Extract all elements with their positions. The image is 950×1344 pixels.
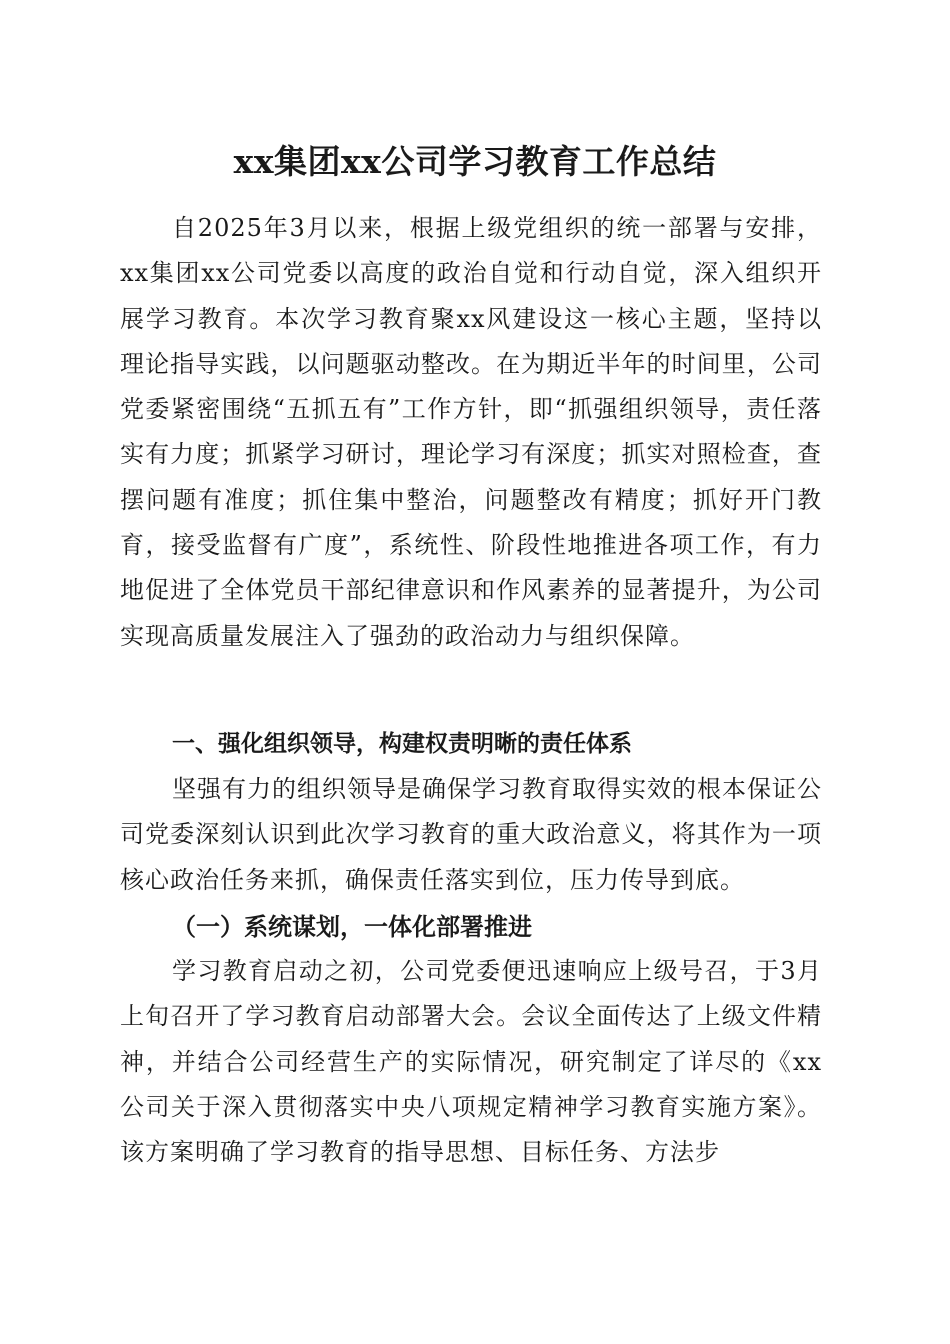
section-1-heading: 一、强化组织领导，构建权责明晰的责任体系 — [172, 731, 632, 757]
intro-paragraph: 自2025年3月以来，根据上级党组织的统一部署与安排，xx集团xx公司党委以高度的政治自觉和行动自觉，深入组织开展学习教育。本次学习教育聚xx风建设这一核心主题，坚持以理论指导实践，以问题驱动整改。在为期近半年的时间里，公司党委紧密围绕“五抓五有”工作方针，即“抓强组织领导，责任落实有力度；抓紧学习研讨，理论学习有深度；抓实对照检查，查摆问题有准度；抓住集中整治，问题整改有精度；抓好开门教育，接受监督有广度”，系统性、阶段性地推进各项工作，有力地促进了全体党员干部纪律意识和作风素养的显著提升，为公司实现高质量发展注入了强劲的政治动力与组织保障。 — [120, 214, 822, 650]
section-1-paragraph: 坚强有力的组织领导是确保学习教育取得实效的根本保证公司党委深刻认识到此次学习教育的重大政治意义，将其作为一项核心政治任务来抓，确保责任落实到位，压力传导到底。 — [120, 775, 822, 894]
document-title: xx集团xx公司学习教育工作总结 — [233, 142, 717, 181]
subsection-1-heading: （一）系统谋划，一体化部署推进 — [172, 912, 532, 941]
subsection-1-paragraph: 学习教育启动之初，公司党委便迅速响应上级号召，于3月上旬召开了学习教育启动部署大会。会议全面传达了上级文件精神，并结合公司经营生产的实际情况，研究制定了详尽的《xx公司关于深入贯彻落实中央八项规定精神学习教育实施方案》。该方案明确了学习教育的指导思想、目标任务、方法步 — [120, 957, 822, 1167]
